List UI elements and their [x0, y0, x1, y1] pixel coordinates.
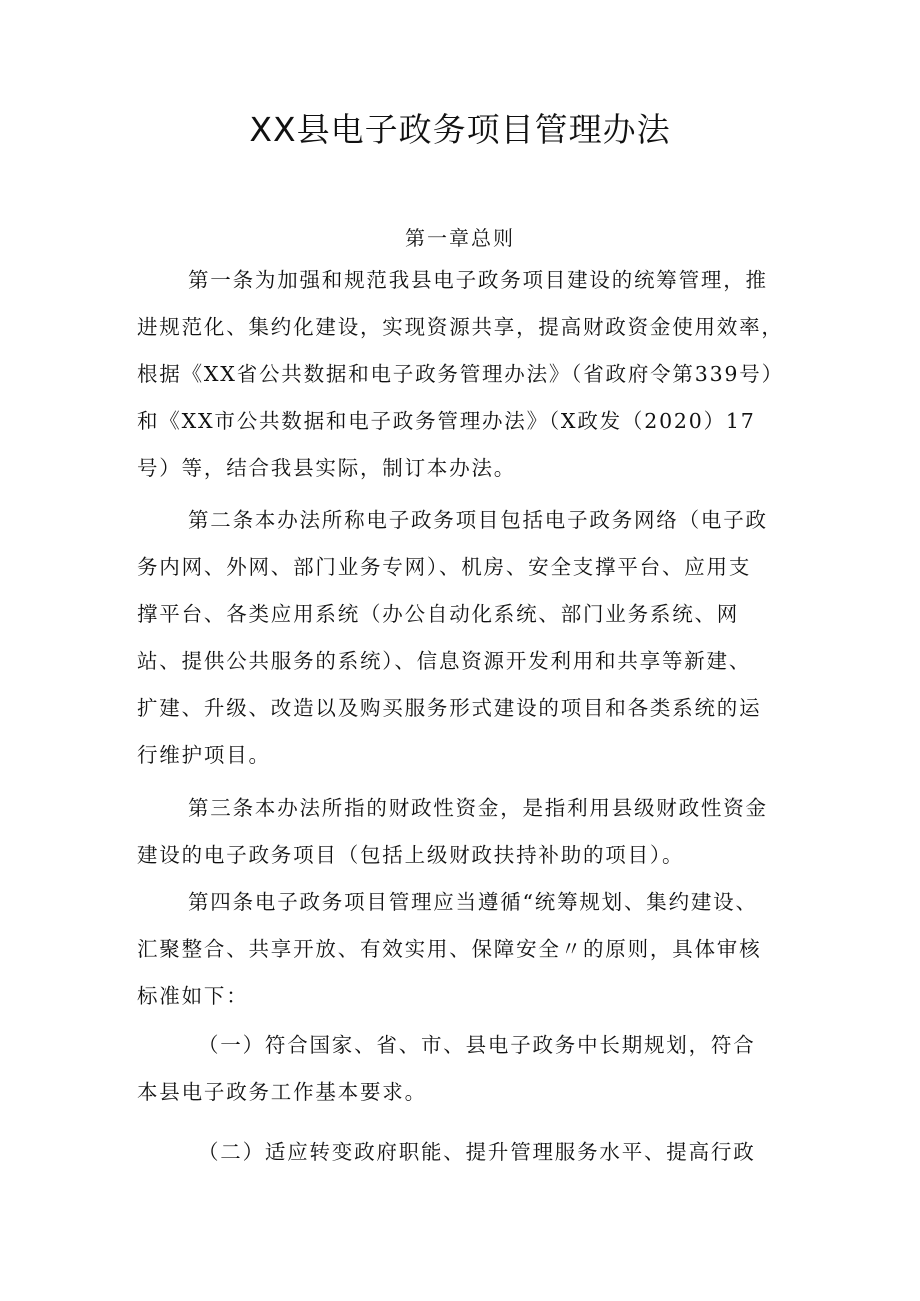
article-1-line-2: 进规范化、集约化建设，实现资源共享，提高财政资金使用效率， — [137, 315, 784, 339]
article-1-line-1: 第一条为加强和规范我县电子政务项目建设的统筹管理，推 — [188, 268, 768, 292]
article-2-line-3: 撑平台、各类应用系统（办公自动化系统、部门业务系统、网 — [137, 602, 740, 626]
article-2-line-6: 行维护项目。 — [137, 743, 271, 767]
article-2-line-5: 扩建、升级、改造以及购买服务形式建设的项目和各类系统的运 — [137, 696, 762, 720]
article-4-line-1: 第四条电子政务项目管理应当遵循“统筹规划、集约建设、 — [188, 890, 758, 914]
item-1-line-1: （一）符合国家、省、市、县电子政务中长期规划，符合 — [198, 1033, 756, 1057]
article-3-line-1: 第三条本办法所指的财政性资金，是指利用县级财政性资金 — [188, 796, 768, 820]
article-3-line-2: 建设的电子政务项目（包括上级财政扶持补助的项目）。 — [137, 843, 685, 867]
item-2-line-1: （二）适应转变政府职能、提升管理服务水平、提高行政 — [198, 1140, 756, 1164]
article-1-line-3: 根据《XX省公共数据和电子政务管理办法》（省政府令第339号） — [137, 362, 784, 386]
article-4-line-2: 汇聚整合、共享开放、有效实用、保障安全〃的原则，具体审核 — [137, 937, 762, 961]
item-1-line-2: 本县电子政务工作基本要求。 — [137, 1080, 427, 1104]
article-2-line-2: 务内网、外网、部门业务专网）、机房、安全支撑平台、应用支 — [137, 555, 752, 579]
article-1-line-4: 和《XX市公共数据和电子政务管理办法》（X政发（2020）17 — [137, 409, 756, 433]
article-4-line-3: 标准如下： — [137, 984, 249, 1008]
article-1-line-5: 号）等，结合我县实际，制订本办法。 — [137, 456, 517, 480]
article-2-line-1: 第二条本办法所称电子政务项目包括电子政务网络（电子政 — [188, 508, 768, 532]
chapter-heading: 第一章总则 — [405, 226, 515, 250]
article-2-line-4: 站、提供公共服务的系统）、信息资源开发利用和共享等新建、 — [137, 649, 752, 673]
document-title: XX县电子政务项目管理办法 — [249, 110, 671, 149]
